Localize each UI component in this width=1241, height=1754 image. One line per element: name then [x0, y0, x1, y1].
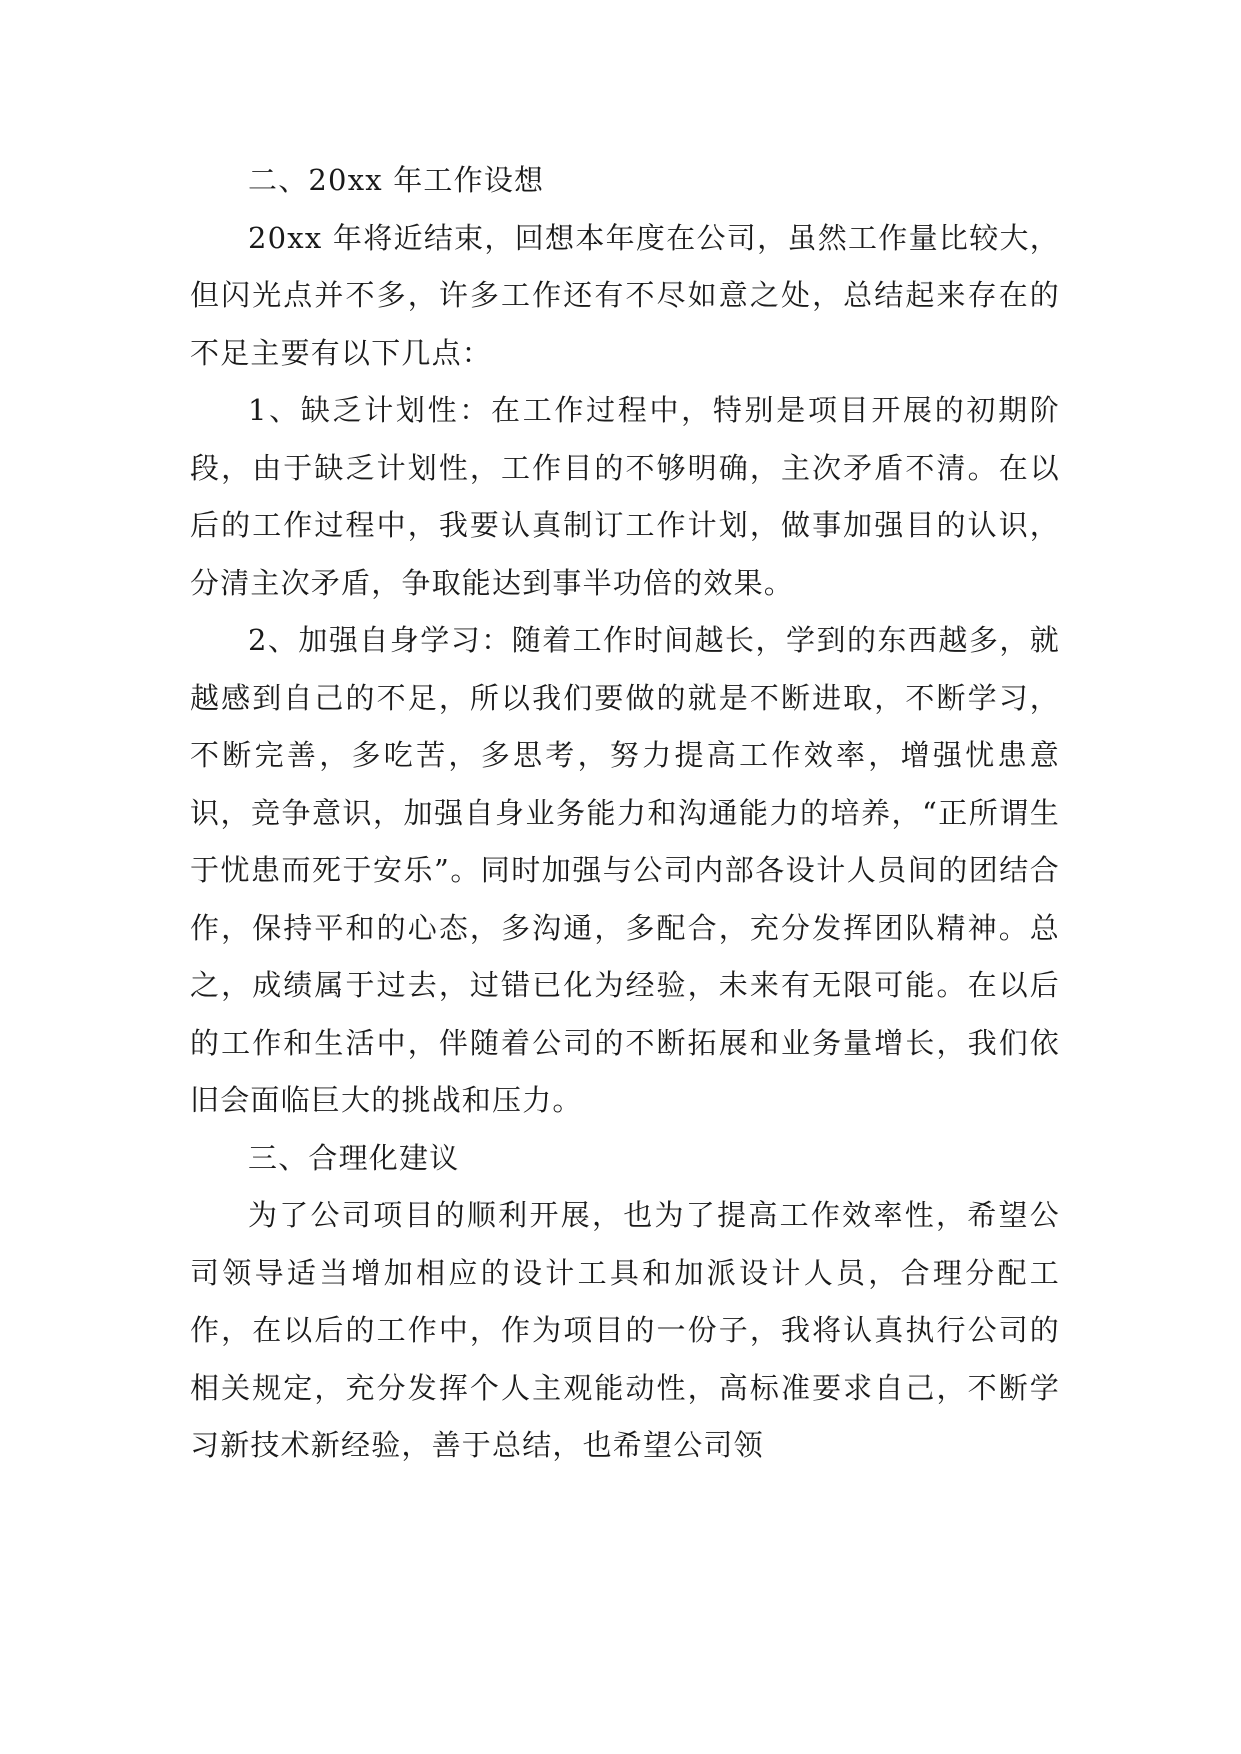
- section-heading-work-plan: 二、20xx 年工作设想: [248, 163, 545, 197]
- document-body: [190, 152, 1060, 1475]
- paragraph-point-planning: 1、缺乏计划性：在工作过程中，特别是项目开展的初期阶段，由于缺乏计划性，工作目的不够明确，主次矛盾不清。在以后的工作过程中，我要认真制订工作计划，做事加强目的认识，分清主次矛盾，争取能达到事半功倍的效果。: [190, 393, 1060, 600]
- paragraph-point-learning: 2、加强自身学习：随着工作时间越长，学到的东西越多，就越感到自己的不足，所以我们要做的就是不断进取，不断学习，不断完善，多吃苦，多思考，努力提高工作效率，增强忧患意识，竞争意识，加强自身业务能力和沟通能力的培养，“正所谓生于忧患而死于安乐”。同时加强与公司内部各设计人员间的团结合作，保持平和的心态，多沟通，多配合，充分发挥团队精神。总之，成绩属于过去，过错已化为经验，未来有无限可能。在以后的工作和生活中，伴随着公司的不断拓展和业务量增长，我们依旧会面临巨大的挑战和压力。: [190, 623, 1060, 1117]
- section-heading-suggestions: 三、合理化建议: [248, 1140, 460, 1175]
- paragraph-suggestions: 为了公司项目的顺利开展，也为了提高工作效率性，希望公司领导适当增加相应的设计工具和加派设计人员，合理分配工作，在以后的工作中，作为项目的一份子，我将认真执行公司的相关规定，充分发挥个人主观能动性，高标准要求自己，不断学习新技术新经验，善于总结，也希望公司领: [190, 1198, 1060, 1462]
- paragraph-year-review: 20xx 年将近结束，回想本年度在公司，虽然工作量比较大，但闪光点并不多，许多工作还有不尽如意之处，总结起来存在的不足主要有以下几点：: [190, 220, 1060, 370]
